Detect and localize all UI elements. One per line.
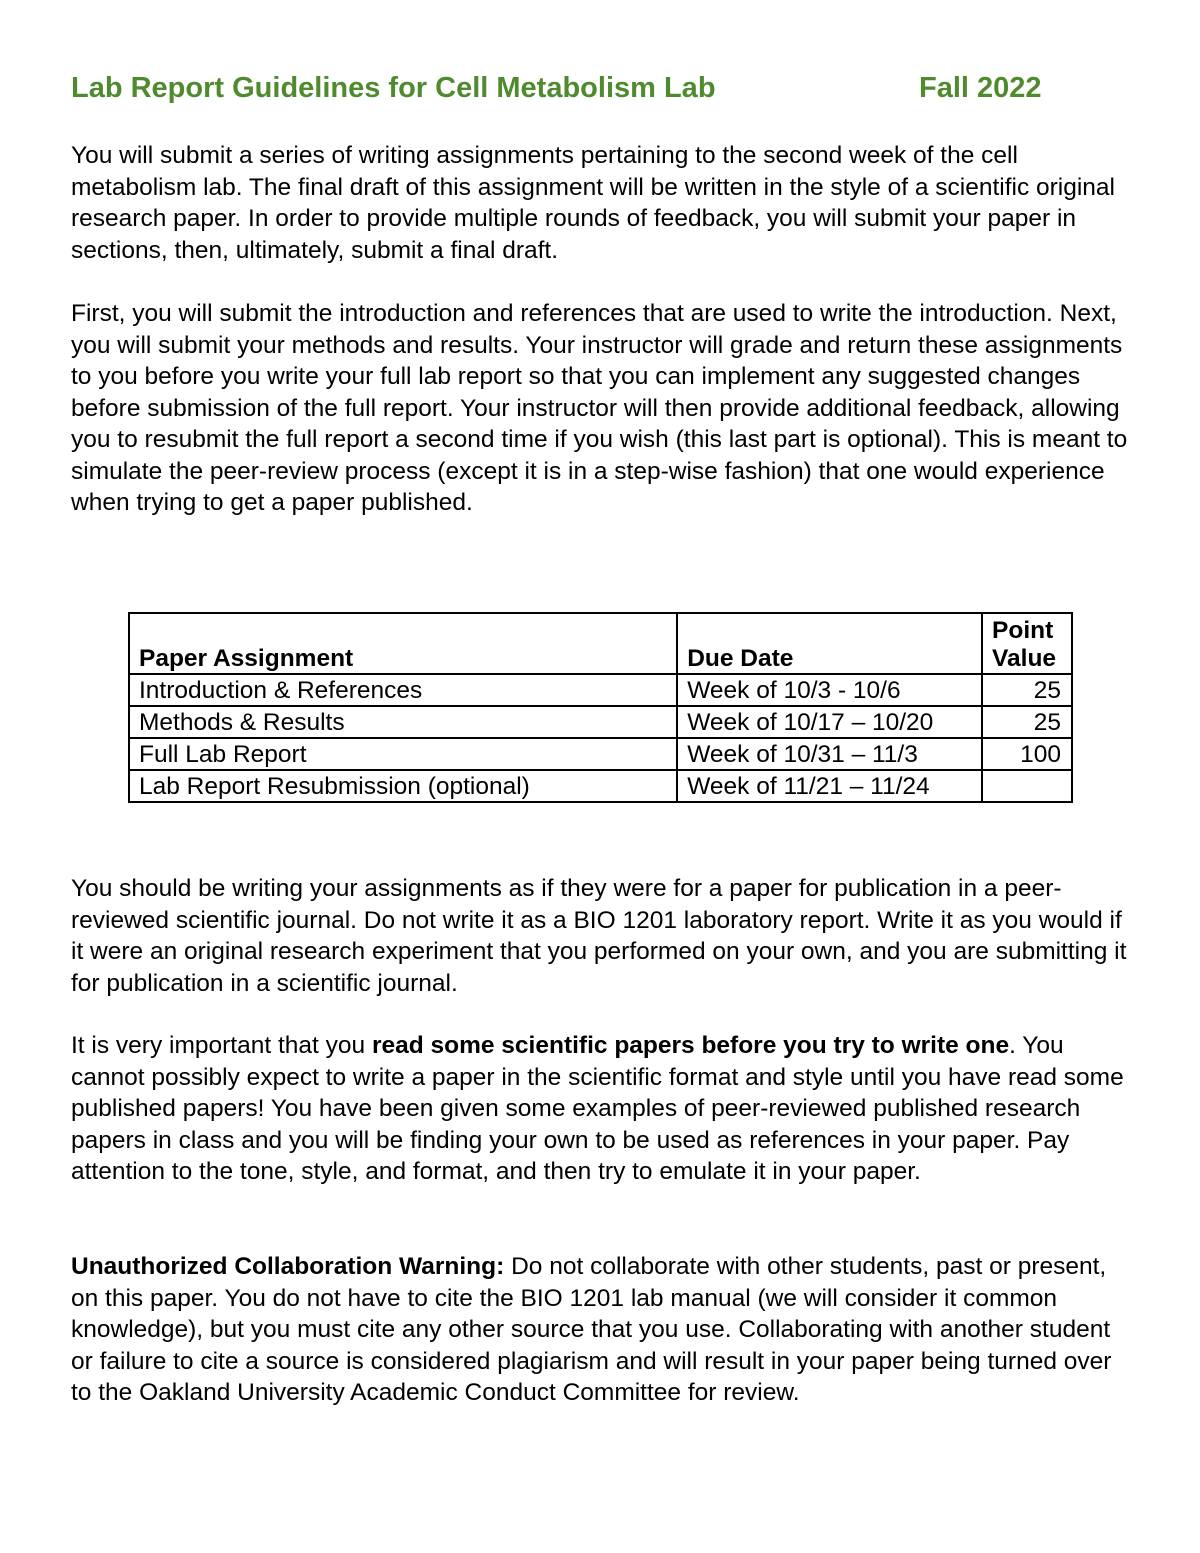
reading-rest-text: . You cannot possibly expect to write a paper in the scientific format and style until you have read some published papers! You have been given some examples of peer-reviewed published research papers in class and you will be finding your own to be used as references in your paper. Pay attention to the tone, style, and format, and then try to emulate it in your paper. xyxy=(71,1032,1124,1185)
warning-text: Do not collaborate with other students, past or present, on this paper. You do not have to cite the BIO 1201 lab manual (we will consider it common knowledge), but you must cite any other source that you use. Collaborating with another student or failure to cite a source is considered plagiarism and will result in your paper being turned over to the Oakland University Academic Conduct Committee for review. xyxy=(71,1253,1112,1406)
term-label: Fall 2022 xyxy=(919,72,1042,104)
reading-paragraph xyxy=(71,1030,1136,1188)
cell-points: 25 xyxy=(982,706,1072,738)
reading-emphasis-text: read some scientific papers before you try to write one xyxy=(371,1032,1010,1059)
table-row xyxy=(129,706,1072,738)
cell-assignment: Methods & Results xyxy=(129,706,677,738)
document-title: Lab Report Guidelines for Cell Metabolism Lab xyxy=(71,72,716,104)
cell-assignment: Introduction & References xyxy=(129,674,677,706)
cell-assignment: Lab Report Resubmission (optional) xyxy=(129,770,677,802)
header-point-value xyxy=(982,613,1072,674)
cell-due-date: Week of 10/17 – 10/20 xyxy=(677,706,982,738)
table-header-row xyxy=(129,613,1072,674)
cell-due-date: Week of 10/3 - 10/6 xyxy=(677,674,982,706)
document-header xyxy=(71,72,1061,108)
table-row xyxy=(129,738,1072,770)
intro-paragraph: You will submit a series of writing assignments pertaining to the second week of the cell metabolism lab. The final draft of this assignment will be written in the style of a scientific original research paper. In order to provide multiple rounds of feedback, you will submit your paper in sections, then, ultimately, submit a final draft. xyxy=(71,142,1116,264)
cell-due-date: Week of 11/21 – 11/24 xyxy=(677,770,982,802)
assignment-schedule-table xyxy=(128,612,1073,803)
cell-points: 25 xyxy=(982,674,1072,706)
reading-lead-text: It is very important that you xyxy=(71,1032,372,1059)
cell-assignment: Full Lab Report xyxy=(129,738,677,770)
table-row xyxy=(129,674,1072,706)
header-point-line2: Value xyxy=(992,645,1057,672)
table-row xyxy=(129,770,1072,802)
header-point-line1: Point xyxy=(992,617,1054,644)
cell-points: 100 xyxy=(982,738,1072,770)
header-paper-assignment: Paper Assignment xyxy=(129,613,677,674)
cell-due-date: Week of 10/31 – 11/3 xyxy=(677,738,982,770)
style-paragraph: You should be writing your assignments as if they were for a paper for publication in a peer-reviewed scientific journal. Do not write it as a BIO 1201 laboratory report. Write it as you would if it were an original research experiment that you performed on your own, and you are submitting it for publication in a scientific journal. xyxy=(71,875,1127,997)
cell-points xyxy=(982,770,1072,802)
warning-label: Unauthorized Collaboration Warning: xyxy=(71,1253,505,1280)
warning-paragraph xyxy=(71,1251,1136,1409)
header-due-date: Due Date xyxy=(677,613,982,674)
process-paragraph: First, you will submit the introduction and references that are used to write the introduction. Next, you will submit your methods and results. Your instructor will grade and return these assignments to you before you write your full lab report so that you can implement any suggested changes before submission of the full report. Your instructor will then provide additional feedback, allowing you to resubmit the full report a second time if you wish (this last part is optional). This is meant to simulate the peer-review process (except it is in a step-wise fashion) that one would experience when trying to get a paper published. xyxy=(71,300,1128,516)
